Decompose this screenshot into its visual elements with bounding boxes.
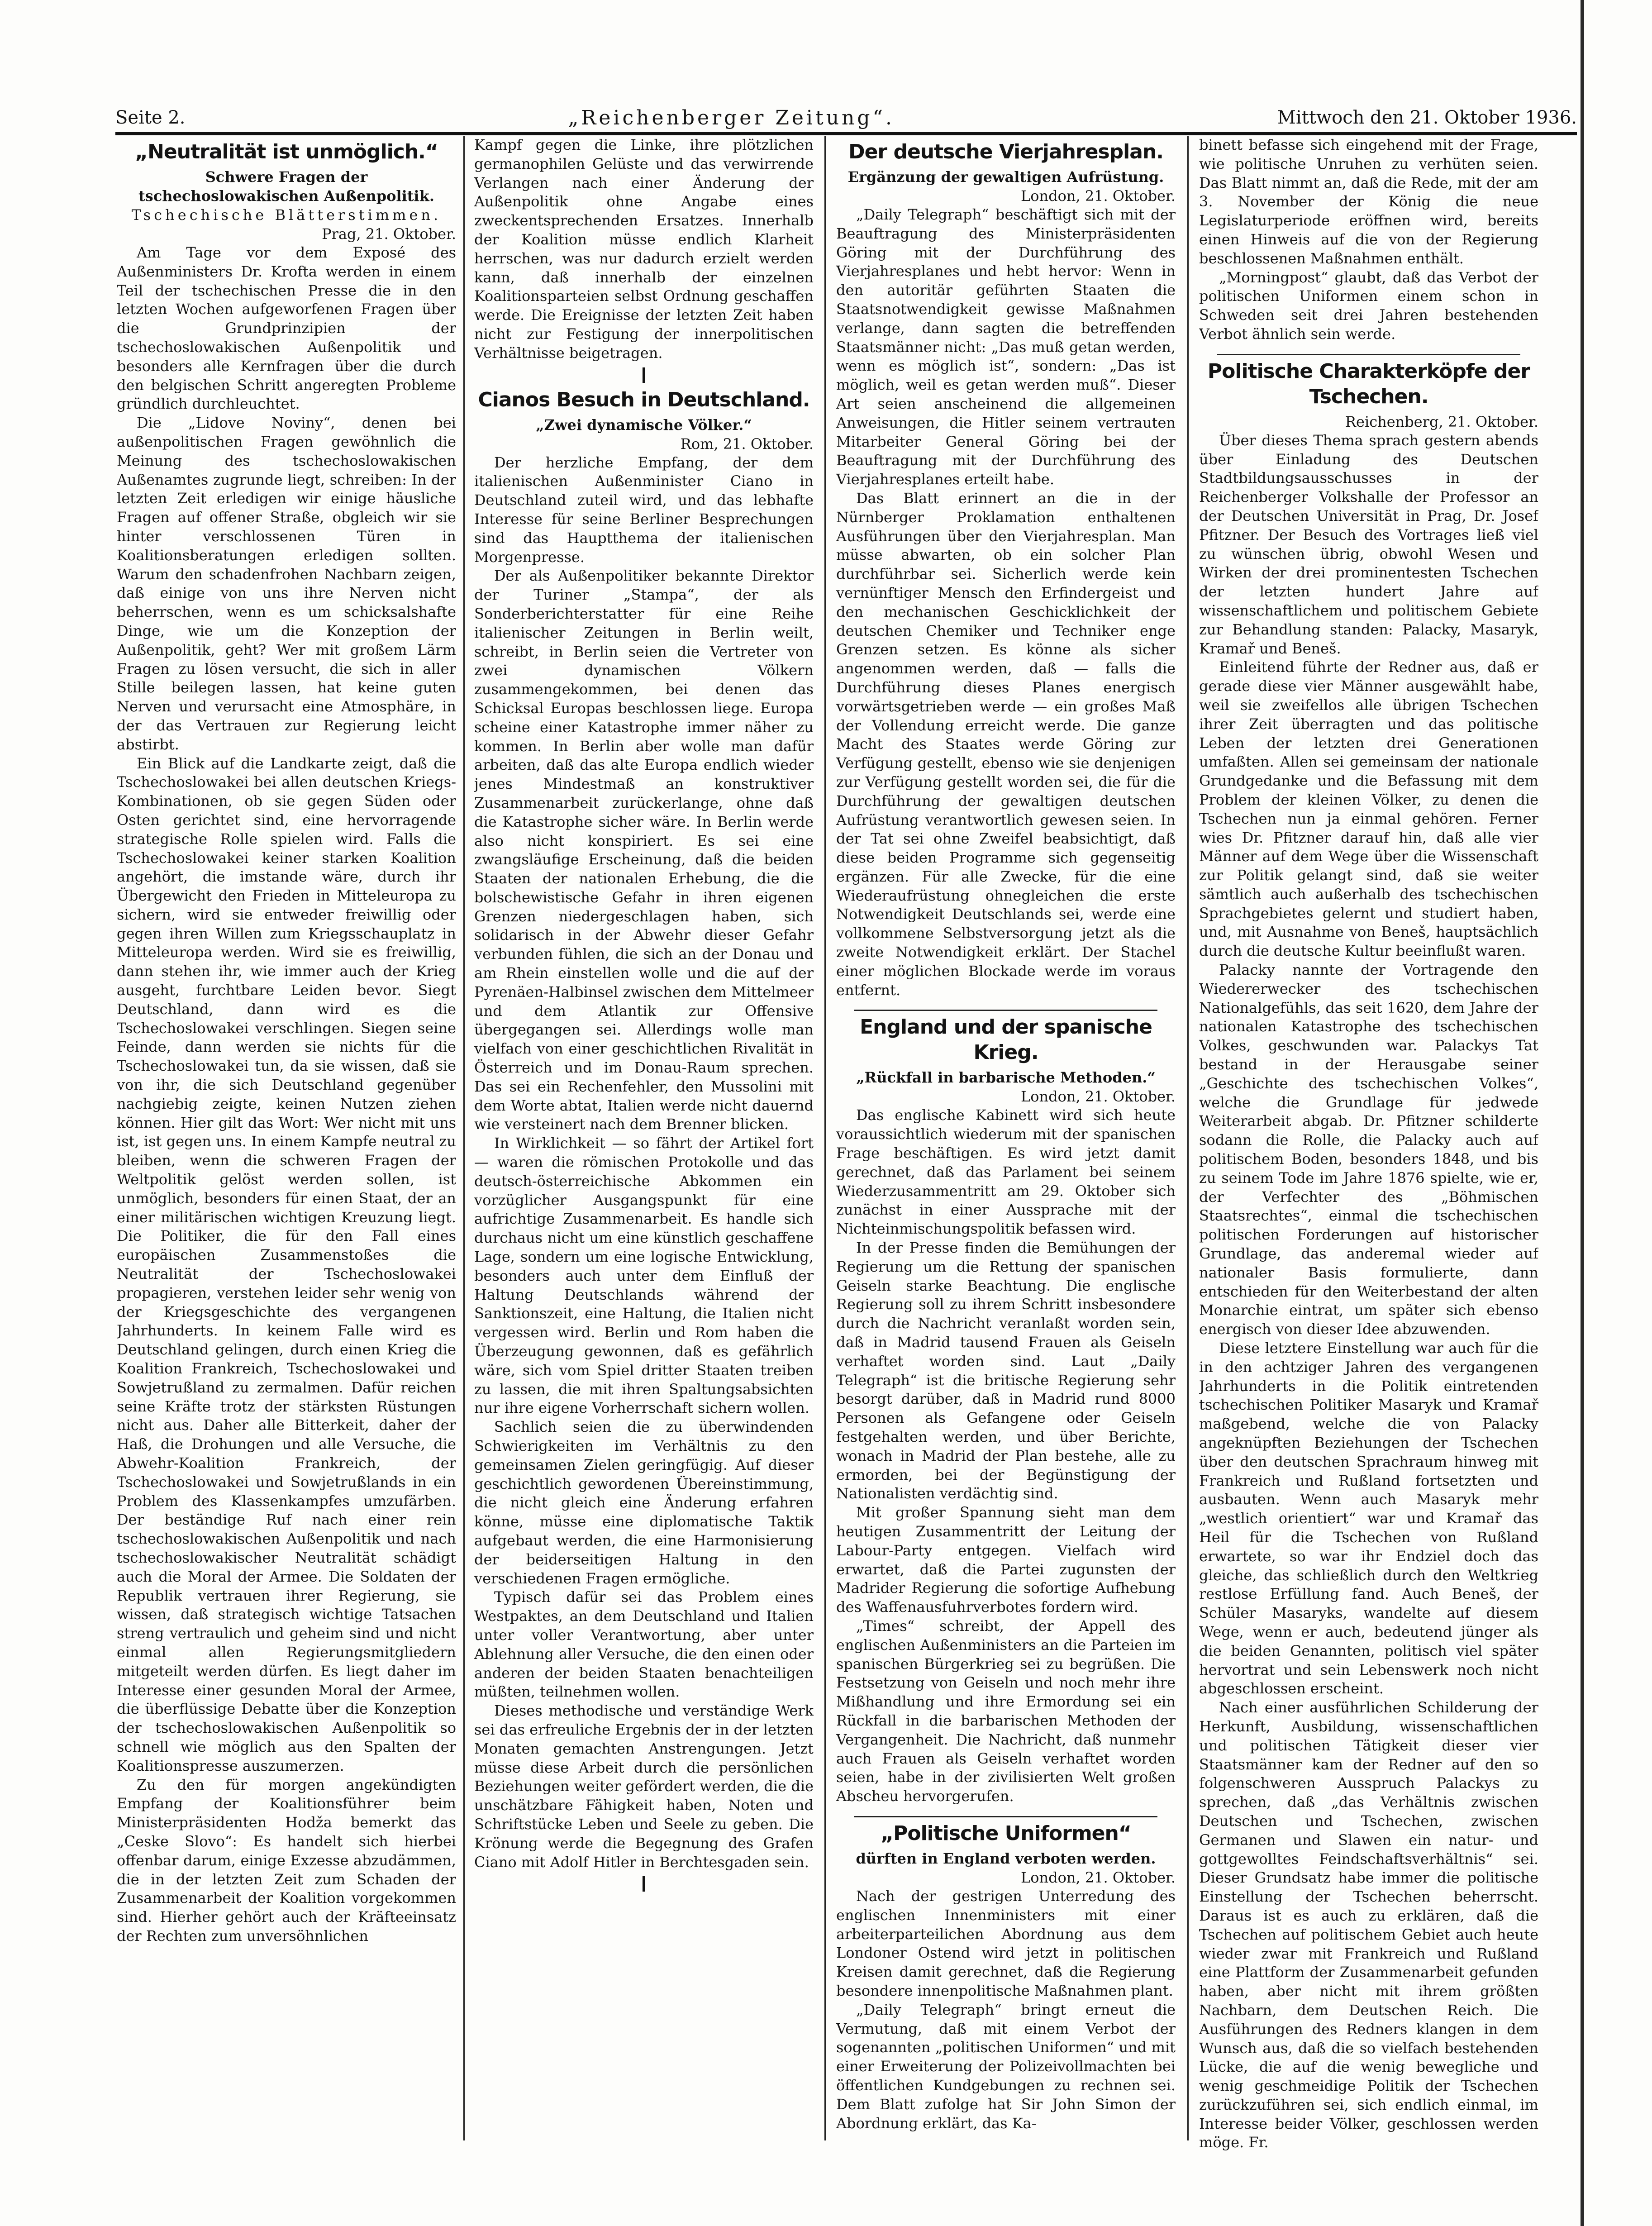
article-paragraph: „Daily Telegraph“ beschäftigt sich mit der Beauftragung des Ministerpräsidenten Göring mit der Durchführung des Vierjahresplanes und hebt hervor: Wenn in den autoritär geführten Staaten die Staatsnotwendigkeit gewisse Maßnahmen verlange, dann sagten die betreffenden Staatsmänner nicht: „Das muß getan werden, wenn es möglich ist“, sondern: „Das ist möglich, weil es getan werden muß“. Dieser Art seien anscheinend die allgemeinen Anweisungen, die Hitler seinem vertrauten Mitarbeiter General Göring bei der Beauftragung mit der Durchführung des Vierjahresplanes erteilt habe. bbox=[836, 206, 1176, 488]
article-paragraph: Über dieses Thema sprach gestern abends über Einladung des Deutschen Stadtbildungsausschusses in der Reichenberger Volkshalle der Professor an der Deutschen Universität in Prag, Dr. Josef Pfitzner. Der Besuch des Vortrages ließ viel zu wünschen übrig, obwohl Wesen und Wirken der drei prominentesten Tschechen der letzten hundert Jahre auf wissenschaftlichem und politischem Gebiete zur Behandlung standen: Palacky, Masaryk, Kramař und Beneš. bbox=[1199, 431, 1538, 657]
section-dash bbox=[643, 367, 645, 383]
article-paragraph: Das Blatt erinnert an die in der Nürnberger Proklamation enthaltenen Ausführungen über den Vierjahresplan. Man müsse abwarten, ob ein solcher Plan durchführbar sei. Sicherlich werde kein vernünftiger Mensch den Erfindergeist und den mechanischen Geschicklichkeit der deutschen Chemiker und Techniker enge Grenzen setzen. Es könne als sicher angenommen werden, daß — falls die Durchführung dieses Planes energisch vorwärtsgetrieben werde — ein großes Maß der Vollendung erreicht werde. Die ganze Macht des Staates werde Göring zur Verfügung gestellt, ebenso wie sie denjenigen zur Verfügung gestellt worden sei, die für die Durchführung der gewaltigen deutschen Aufrüstung verantwortlich gewesen seien. In der Tat sei ohne Zweifel beabsichtigt, daß diese beiden Programme sich gegenseitig ergänzen. Für alle Zwecke, für die eine Wiederaufrüstung ohnegleichen die erste Notwendigkeit Deutschlands sei, werde eine vollkommene Selbstversorgung jetzt als die zweite Notwendigkeit erklärt. Der Stachel einer möglichen Blockade werde im voraus entfernt. bbox=[836, 489, 1176, 999]
column-1 bbox=[117, 136, 456, 2168]
article-paragraph: Das englische Kabinett wird sich heute voraussichtlich wiederum mit der spanischen Frage beschäftigen. Es wird jetzt damit gerechnet, daß das Parlament bei seinem Wiederzusammentritt am 29. Oktober sich zunächst in einer Aussprache mit der Nichteinmischungspolitik befassen wird. bbox=[836, 1106, 1176, 1238]
issue-date: Mittwoch den 21. Oktober 1936. bbox=[1277, 107, 1577, 128]
article-paragraph: Mit großer Spannung sieht man dem heutigen Zusammentritt der Leitung der Labour-Party entgegen. Vielfach wird erwartet, daß die Partei zugunsten der Madrider Regierung die sofortige Aufhebung des Waffenausfuhrverbotes fordern wird. bbox=[836, 1504, 1176, 1616]
article-headline: Cianos Besuch in Deutschland. bbox=[478, 388, 810, 411]
column-2 bbox=[474, 136, 814, 2168]
column-divider bbox=[1187, 136, 1189, 2140]
article-paragraph: „Morningpost“ glaubt, daß das Verbot der politischen Uniformen einem schon in Schweden seit drei Jahren bestehenden Verbot ähnlich sein werde. bbox=[1199, 268, 1538, 343]
masthead: „Reichenberger Zeitung“. bbox=[568, 106, 895, 129]
article-headline: „Politische Uniformen“ bbox=[881, 1821, 1131, 1845]
article-dateline: Reichenberg, 21. Oktober. bbox=[1345, 413, 1538, 430]
article-paragraph: In Wirklichkeit — so fährt der Artikel fort — waren die römischen Protokolle und das deutsch-österreichische Abkommen ein vorzüglicher Ausgangspunkt für eine aufrichtige Zusammenarbeit. Es handle sich durchaus nicht um eine künstlich geschaffene Lage, sondern um eine logische Entwicklung, besonders auch unter dem Einfluß der Haltung Deutschlands während der Sanktionszeit, eine Haltung, die Italien nicht vergessen wird. Berlin und Rom haben die Überzeugung gewonnen, daß es gefährlich wäre, sich vom Spiel dritter Staaten treiben zu lassen, die mit ihren Spaltungsabsichten nur ihre eigene Vorherrschaft sichern wollen. bbox=[474, 1134, 814, 1417]
article-byline: Tschechische Blätterstimmen. bbox=[131, 206, 442, 224]
article-paragraph: Die „Lidove Noviny“, denen bei außenpolitischen Fragen gewöhnlich die Meinung des tschechoslowakischen Außenamtes zugrunde liegt, schreiben: In der letzten Zeit erledigen wir einige häusliche Fragen auf offener Straße, obgleich wir sie hinter verschlossenen Türen in Koalitionsberatungen erledigen sollten. Warum den schadenfrohen Nachbarn zeigen, daß einige von uns ihre Nerven nicht beherrschen, wenn es um schicksalshafte Dinge, wie um die Konzeption der Außenpolitik, geht? Wer mit großem Lärm Fragen zu lösen versucht, die sich in aller Stille beilegen lassen, hat keine guten Nerven und verursacht eine Atmosphäre, in der das Vertrauen zur Regierung leicht abstirbt. bbox=[117, 414, 456, 753]
article-subheadline: dürften in England verboten werden. bbox=[856, 1849, 1156, 1867]
section-rule bbox=[1217, 354, 1520, 355]
article-paragraph: Diese letztere Einstellung war auch für die in den achtziger Jahren des vergangenen Jahrhunderts in die Politik eintretenden tschechischen Politiker Masaryk und Kramař maßgebend, welche die von Palacky angeknüpften Beziehungen der Tschechen über den deutschen Sprachraum hinweg mit Frankreich und Rußland fortsetzten und ausbauten. Wenn auch Masaryk mehr „westlich orientiert“ war und Kramař das Heil für die Tschechen von Rußland erwartete, so war ihr Endziel doch das gleiche, das schließlich durch den Weltkrieg restlose Erfüllung fand. Auch Beneš, der Schüler Masaryks, wandelte auf diesem Wege, wenn er auch, bedeutend jünger als die beiden Genannten, politisch viel später hervortrat und sein Lebenswerk noch nicht abgeschlossen erscheint. bbox=[1199, 1339, 1538, 1697]
article-headline: England und der spanische Krieg. bbox=[860, 1015, 1152, 1064]
article-paragraph: Dieses methodische und verständige Werk sei das erfreuliche Ergebnis der in der letzten Monaten gemachten Anstrengungen. Jetzt müsse diese Arbeit durch die persönlichen Beziehungen weiter gefördert werden, die die unschätzbare Fähigkeit haben, Noten und Schriftstücke Leben und Seele zu geben. Die Krönung werde die Begegnung des Grafen Ciano mit Adolf Hitler in Berchtesgaden sein. bbox=[474, 1702, 814, 1871]
article-subheadline: „Zwei dynamische Völker.“ bbox=[536, 416, 752, 434]
article-paragraph: „Times“ schreibt, der Appell des englischen Außenministers an die Parteien im spanischen Bürgerkrieg sei zu begrüßen. Die Festsetzung von Geiseln und noch mehr ihre Mißhandlung und ihre Ermordung sei ein Rückfall in die barbarischen Methoden der Vergangenheit. Die Nachricht, daß nunmehr auch Frauen als Geiseln verhaftet worden seien, habe in der zivilisierten Welt großen Abscheu hervorgerufen. bbox=[836, 1617, 1176, 1805]
article-paragraph: Kampf gegen die Linke, ihre plötzlichen germanophilen Gelüste und das verwirrende Verlangen nach einer Änderung der Außenpolitik ohne Angabe eines zweckentsprechenden Ersatzes. Innerhalb der Koalition müsse endlich Klarheit herrschen, was nur dadurch erzielt werden kann, daß innerhalb der einzelnen Koalitionsparteien selbst Ordnung geschaffen werde. Die Ereignisse der letzten Zeit haben nicht zur Festigung der innerpolitischen Verhältnisse beigetragen. bbox=[474, 136, 814, 362]
article-paragraph: Typisch dafür sei das Problem eines Westpaktes, an dem Deutschland und Italien unter voller Verantwortung, aber unter Ablehnung aller Versuche, die den einen oder anderen der beiden Staaten benachteiligen müßten, teilnehmen wollen. bbox=[474, 1588, 814, 1701]
section-rule bbox=[854, 1816, 1157, 1817]
article-paragraph: Einleitend führte der Redner aus, daß er gerade diese vier Männer ausgewählt habe, weil sie zweifellos alle übrigen Tschechen ihrer Zeit überragten und das politische Leben der letzten drei Generationen umfaßten. Allen sei gemeinsam der nationale Grundgedanke und die Befassung mit dem Problem der kleinen Völker, zu denen die Tschechen nun ja einmal gehören. Ferner wies Dr. Pfitzner darauf hin, daß alle vier Männer auf dem Wege über die Wissenschaft zur Politik gelangt sind, daß sie weiter sämtlich auch außerhalb des tschechischen Sprachgebietes gelernt und studiert haben, und, mit Ausnahme von Beneš, hauptsächlich durch die deutsche Kultur beeinflußt waren. bbox=[1199, 658, 1538, 960]
column-3 bbox=[836, 136, 1176, 2168]
article-paragraph: Der als Außenpolitiker bekannte Direktor der Turiner „Stampa“, der als Sonderberichterstatter für eine Reihe italienischer Zeitungen in Berlin weilt, schreibt, in Berlin seien die Vertreter von zwei dynamischen Völkern zusammengekommen, bei denen das Schicksal Europas beschlossen liege. Europa scheine einer Katastrophe immer näher zu kommen. In Berlin aber wolle man dafür arbeiten, daß das alte Europa endlich wieder jenes Mindestmaß an konstruktiver Zusammenarbeit zurückerlange, ohne daß die Katastrophe sicher wäre. In Berlin werde also nicht konspiriert. Es sei eine zwangsläufige Erscheinung, daß die beiden Staaten der nationalen Erhebung, die die bolschewistische Gefahr in ihren eigenen Grenzen niedergeschlagen haben, sich solidarisch in der Abwehr dieser Gefahr verbunden fühlen, die sich an der Donau und am Rhein einstellen wolle und die auf der Pyrenäen-Halbinsel zwischen dem Mittelmeer und dem Atlantik zur Offensive übergegangen sei. Allerdings wolle man vielfach von einer geschichtlichen Rivalität in Österreich und im Donau-Raum sprechen. Das sei ein Rechenfehler, den Mussolini mit dem Worte abtat, Italien werde nicht dauernd wie versteinert nach dem Brenner blicken. bbox=[474, 567, 814, 1133]
article-paragraph: Nach einer ausführlichen Schilderung der Herkunft, Ausbildung, wissenschaftlichen und politischen Tätigkeit dieser vier Staatsmänner kam der Redner auf den so folgenschweren Ausspruch Palackys zu sprechen, daß „das Verhältnis zwischen Deutschen und Tschechen, zwischen Germanen und Slawen ein natur- und gottgewolltes Feindschaftsverhältnis“ sei. Dieser Grundsatz habe immer die politische Einstellung der Tschechen beherrscht. Daraus ist es auch zu erklären, daß die Tschechen auf politischem Gebiet auch heute wieder zwar mit Frankreich und Rußland eine Plattform der Zusammenarbeit gefunden haben, aber nicht mit ihrem größten Nachbarn, dem Deutschen Reich. Die Ausführungen des Redners klangen in dem Wunsch aus, daß die so vielfach bestehenden Lücke, die auf die wenig bewegliche und wenig geschmeidige Politik der Tschechen zurückzuführen sei, sich endlich einmal, im Interesse beider Völker, geschlossen werden möge. Fr. bbox=[1199, 1699, 1538, 2151]
article-paragraph: binett befasse sich eingehend mit der Frage, wie politische Unruhen zu verhüten seien. Das Blatt nimmt an, daß die Rede, mit der am 3. November der König die neue Legislaturperiode eröffnen wird, bereits einen Hinweis auf die von der Regierung beschlossenen Maßnahmen enthält. bbox=[1199, 136, 1538, 267]
header-rule bbox=[115, 132, 1577, 135]
article-paragraph: Zu den für morgen angekündigten Empfang der Koalitionsführer beim Ministerpräsidenten Hodža bemerkt das „Ceske Slovo“: Es handelt sich hierbei offenbar darum, einige Exzesse abzudämmen, die in der letzten Zeit zum Schaden der Zusammenarbeit der Koalition vorgekommen sind. Hierher gehört auch der Kräfteeinsatz der Rechten zum unversöhnlichen bbox=[117, 1776, 456, 1945]
article-paragraph: Am Tage vor dem Exposé des Außenministers Dr. Krofta werden in einem Teil der tschechischen Presse die in den letzten Wochen aufgeworfenen Fragen über die Grundprinzipien der tschechoslowakischen Außenpolitik und besonders alle Kernfragen über die durch den belgischen Schritt angeregten Probleme gründlich durchleuchtet. bbox=[117, 244, 456, 413]
article-dateline: London, 21. Oktober. bbox=[1020, 1088, 1176, 1106]
article-paragraph: Ein Blick auf die Landkarte zeigt, daß die Tschechoslowakei bei allen deutschen Kriegs-Kombinationen, ob sie gegen Süden oder Osten gerichtet sind, eine hervorragende strategische Rolle spielen wird. Falls die Tschechoslowakei keiner starken Koalition angehört, die imstande wäre, durch ihr Übergewicht den Frieden in Mitteleuropa zu sichern, wird sie entweder freiwillig oder gegen ihren Willen zum Kriegsschauplatz in Mitteleuropa werden. Wird sie es freiwillig, dann stehen ihr, wie immer auch der Krieg ausgeht, furchtbare Leiden bevor. Siegt Deutschland, dann wird es die Tschechoslowakei verschlingen. Siegen seine Feinde, dann werden sie nichts für die Tschechoslowakei tun, da sie wissen, daß sie von ihr, die sich Deutschland gegenüber nachgiebig zeigte, keinen Nutzen ziehen können. Hier gilt das Wort: Wer nicht mit uns ist, ist gegen uns. In einem Kampfe neutral zu bleiben, wenn die schweren Fragen der Weltpolitik gelöst werden sollen, ist unmöglich, besonders für einen Staat, der an einer militärischen wichtigen Kreuzung liegt. Die Politiker, die für den Fall eines europäischen Zusammenstoßes die Neutralität der Tschechoslowakei propagieren, verstehen leider sehr wenig von der Kriegsgeschichte des vergangenen Jahrhunderts. In keinem Falle wird es Deutschland gelingen, durch einen Krieg die Koalition Frankreich, Tschechoslowakei und Sowjetrußland zu zermalmen. Dafür reichen seine Kräfte trotz der stärksten Rüstungen nicht aus. Daher alle Bitterkeit, daher der Haß, die Drohungen und alle Versuche, die Abwehr-Koalition Frankreich, der Tschechoslowakei und Sowjetrußlands in ein Problem des Klassenkampfes umzufärben. Der beständige Ruf nach einer rein tschechoslowakischen Außenpolitik und nach tschechoslowakischer Neutralität schädigt auch die Moral der Armee. Die Soldaten der Republik vertrauen ihrer Regierung, sie wissen, daß strategisch wichtige Tatsachen streng vertraulich und geheim sind und nicht einmal allen Regierungsmitgliedern mitgeteilt werden dürfen. Es liegt daher im Interesse einer gesunden Moral der Armee, die überflüssige Debatte über die Konzeption der tschechoslowakischen Außenpolitik so schnell wie möglich aus den Spalten der Koalitionspresse auszumerzen. bbox=[117, 754, 456, 1774]
article-paragraph: „Daily Telegraph“ bringt erneut die Vermutung, daß mit einem Verbot der sogenannten „politischen Uniformen“ und mit einer Erweiterung der Polizeivollmachten bei öffentlichen Kundgebungen zu rechnen sei. Dem Blatt zufolge hat Sir John Simon der Abordnung erklärt, das Ka- bbox=[836, 2001, 1176, 2132]
article-paragraph: In der Presse finden die Bemühungen der Regierung um die Rettung der spanischen Geiseln starke Beachtung. Die englische Regierung soll zu ihrem Schritt insbesondere durch die Nachricht veranlaßt worden sein, daß in Madrid tausend Frauen als Geiseln verhaftet worden sind. Laut „Daily Telegraph“ ist die britische Regierung sehr besorgt darüber, daß in Madrid rund 8000 Personen als Gefangene oder Geiseln festgehalten werden, und über Berichte, wonach in Madrid der Plan bestehe, alle zu ermorden, bei der Begünstigung der Nationalisten verdächtig sind. bbox=[836, 1239, 1176, 1502]
section-dash bbox=[643, 1876, 645, 1892]
section-rule bbox=[854, 1010, 1157, 1011]
article-subheadline: „Rückfall in barbarische Methoden.“ bbox=[856, 1069, 1156, 1087]
article-paragraph: Sachlich seien die zu überwindenden Schwierigkeiten im Verhältnis zu den gemeinsamen Zielen geringfügig. Auf dieser geschichtlich gewordenen Übereinstimmung, die nicht gleich eine Änderung erfahren könne, müsse eine diplomatische Taktik aufgebaut werden, die eine Harmonisierung der beiderseitigen Haltung in den verschiedenen Fragen ermögliche. bbox=[474, 1418, 814, 1587]
article-paragraph: Palacky nannte der Vortragende den Wiedererwecker des tschechischen Nationalgefühls, das seit 1620, dem Jahre der nationalen Katastrophe des tschechischen Volkes, geschwunden war. Palackys Tat bestand in der Herausgabe seiner „Geschichte des tschechischen Volkes“, welche die Grundlage für jedwede Weiterarbeit abgab. Dr. Pfitzner schilderte sodann die Rolle, die Palacky auch auf politischem Boden, besonders 1848, und bis zu seinem Tode im Jahre 1876 spielte, wie er, der Verfechter des „Böhmischen Staatsrechtes“, einmal die tschechischen politischen Forderungen auf historischer Grundlage, das anderemal wieder auf nationaler Basis formulierte, dann entschieden für den Weiterbestand der alten Monarchie eintrat, um später sich ebenso energisch von dieser Idee abzuwenden. bbox=[1199, 961, 1538, 1338]
article-subheadline: Schwere Fragen der tschechoslowakischen Außenpolitik. bbox=[138, 168, 434, 205]
article-headline: „Neutralität ist unmöglich.“ bbox=[135, 140, 438, 163]
page-header bbox=[115, 104, 1577, 131]
column-4 bbox=[1199, 136, 1538, 2168]
article-paragraph: Nach der gestrigen Unterredung des englischen Innenministers mit einer arbeiterparteilichen Abordnung aus dem Londoner Ostend wird jetzt in politischen Kreisen damit gerechnet, daß die Regierung besondere innenpolitische Maßnahmen plant. bbox=[836, 1887, 1176, 1999]
article-dateline: London, 21. Oktober. bbox=[1020, 187, 1176, 205]
article-dateline: Rom, 21. Oktober. bbox=[680, 435, 814, 453]
column-divider bbox=[824, 136, 826, 2140]
article-headline: Politische Charakterköpfe der Tschechen. bbox=[1207, 359, 1530, 408]
article-dateline: London, 21. Oktober. bbox=[1020, 1869, 1176, 1886]
article-headline: Der deutsche Vierjahresplan. bbox=[848, 140, 1163, 163]
article-dateline: Prag, 21. Oktober. bbox=[322, 225, 456, 243]
article-subheadline: Ergänzung der gewaltigen Aufrüstung. bbox=[847, 168, 1164, 186]
article-paragraph: Der herzliche Empfang, der dem italienischen Außenminister Ciano in Deutschland zuteil wird, und das lebhafte Interesse für seine Berliner Besprechungen sind das Hauptthema der italienischen Morgenpresse. bbox=[474, 453, 814, 566]
column-divider bbox=[463, 136, 465, 2140]
page-number: Seite 2. bbox=[115, 107, 186, 128]
page-edge-shadow bbox=[1581, 0, 1584, 2226]
